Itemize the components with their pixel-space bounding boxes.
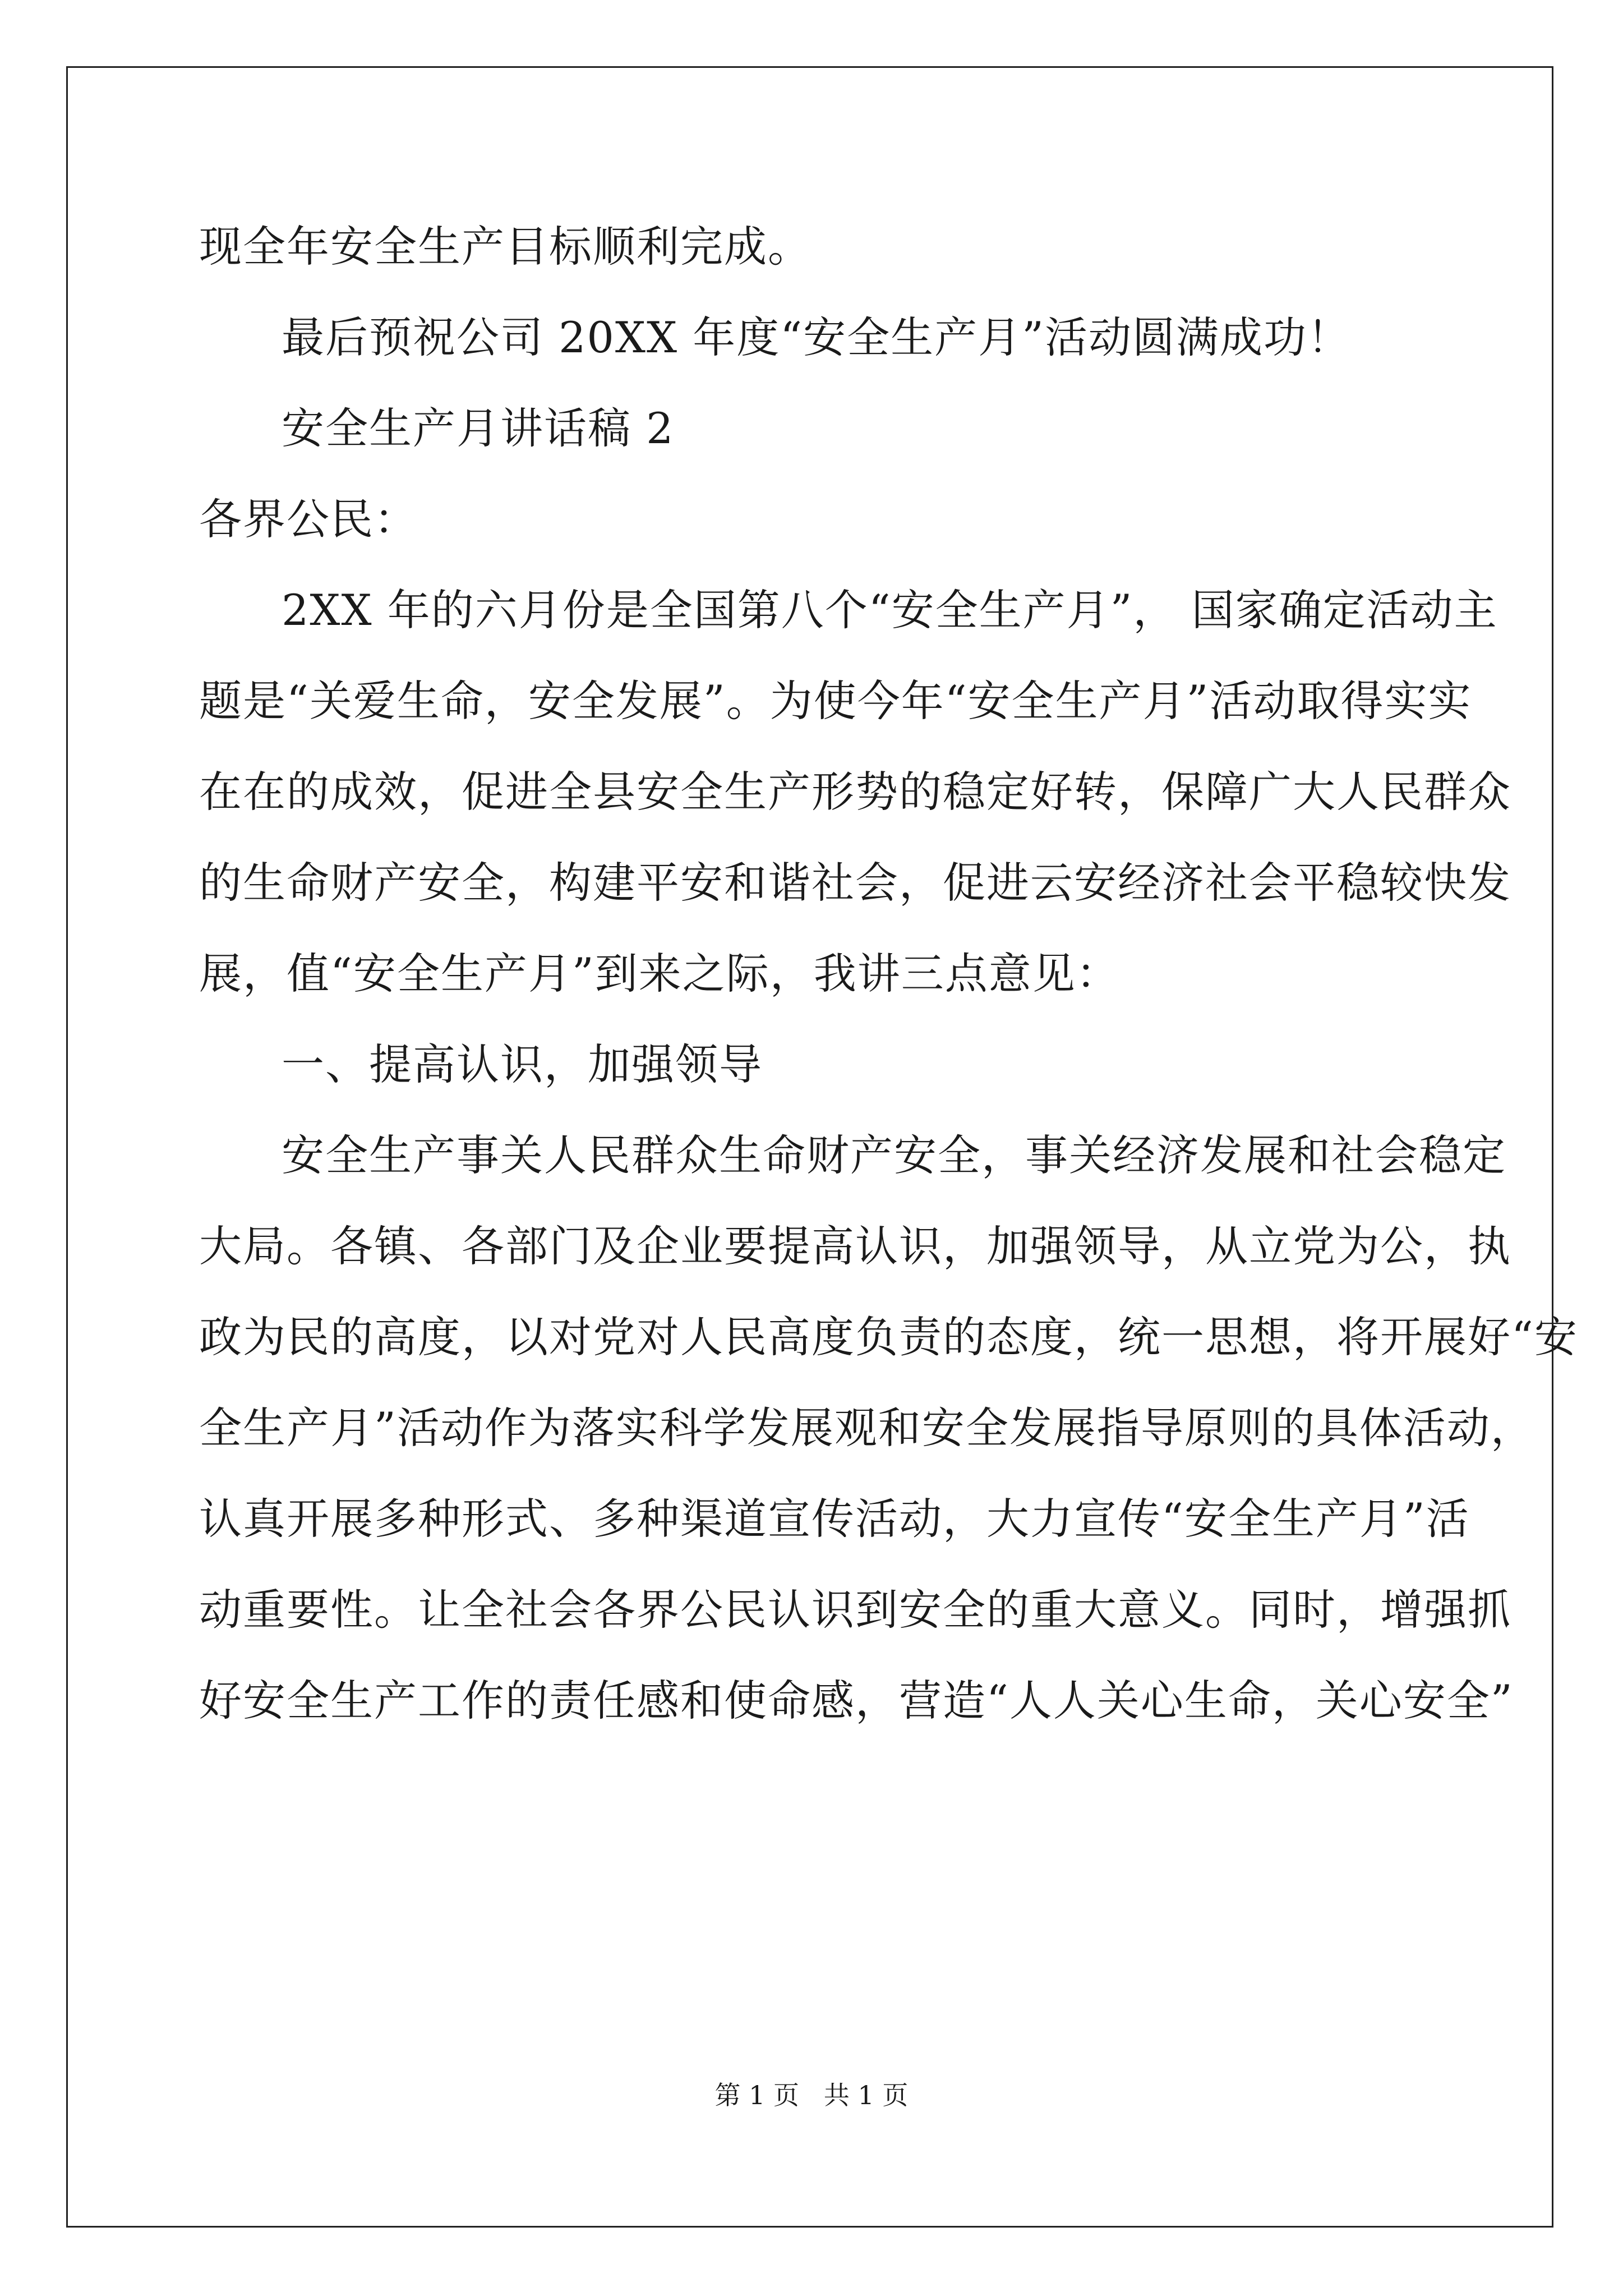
text-line: 题是“关爱生命，安全发展”。为使今年“安全生产月”活动取得实实	[199, 676, 1472, 726]
text-line: 全生产月”活动作为落实科学发展观和安全发展指导原则的具体活动，	[199, 1403, 1534, 1453]
text-line: 2XX 年的六月份是全国第八个“安全生产月”， 国家确定活动主	[282, 585, 1498, 635]
text-line: 认真开展多种形式、多种渠道宣传活动，大力宣传“安全生产月”活	[199, 1494, 1470, 1544]
text-line: 在在的成效，促进全县安全生产形势的稳定好转，保障广大人民群众	[199, 767, 1511, 817]
page-number: 第 1 页 共 1 页	[714, 2080, 909, 2110]
text-line: 最后预祝公司 20XX 年度“安全生产月”活动圆满成功！	[282, 312, 1351, 362]
text-line: 安全生产事关人民群众生命财产安全，事关经济发展和社会稳定	[282, 1130, 1506, 1180]
salutation: 各界公民：	[199, 494, 418, 544]
text-line: 大局。各镇、各部门及企业要提高认识，加强领导，从立党为公，执	[199, 1221, 1511, 1271]
text-line: 展，值“安全生产月”到来之际，我讲三点意见：	[199, 949, 1120, 999]
text-line: 政为民的高度，以对党对人民高度负责的态度，统一思想，将开展好“安	[199, 1312, 1578, 1362]
text-line: 现全年安全生产目标顺利完成。	[199, 222, 811, 272]
text-line: 动重要性。让全社会各界公民认识到安全的重大意义。同时，增强抓	[199, 1585, 1511, 1635]
text-line: 好安全生产工作的责任感和使命感，营造“人人关心生命，关心安全”	[199, 1676, 1514, 1726]
section-heading: 安全生产月讲话稿 2	[282, 403, 675, 453]
subsection-heading: 一、提高认识，加强领导	[282, 1039, 763, 1089]
text-line: 的生命财产安全，构建平安和谐社会，促进云安经济社会平稳较快发	[199, 858, 1511, 908]
